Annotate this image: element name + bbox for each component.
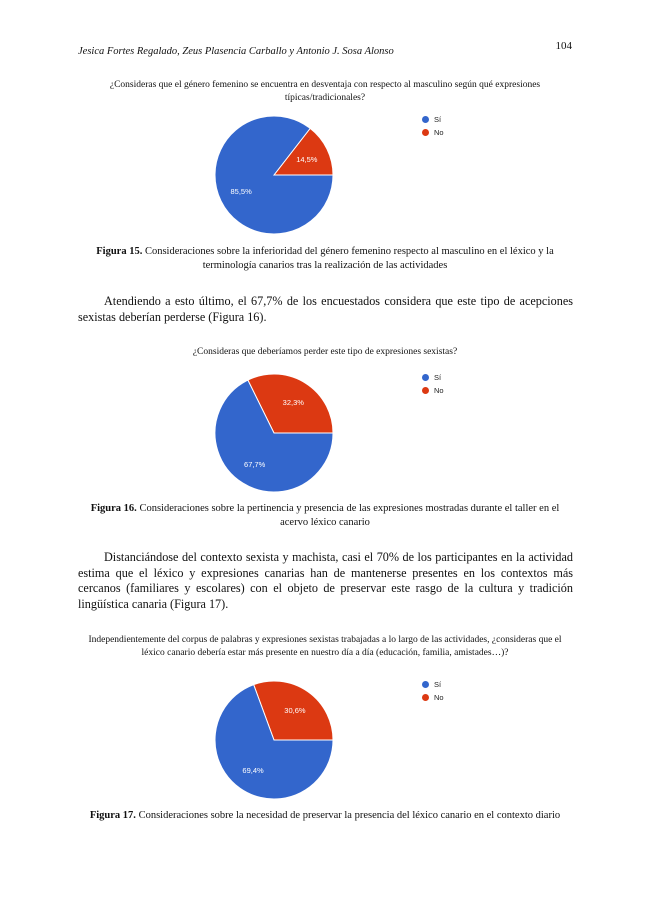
- legend-label: Sí: [434, 115, 442, 124]
- figure-15-caption-label: Figura 15.: [96, 246, 143, 257]
- figure-17-caption: [80, 809, 570, 823]
- pie-slice-label-si: 67,7%: [244, 460, 266, 470]
- figure-17-legend: [422, 678, 444, 704]
- pie-slice-label-no: 14,5%: [296, 154, 318, 164]
- legend-item-no: [422, 384, 444, 397]
- figure-15-legend: [422, 113, 444, 139]
- figure-17-pie-chart: [205, 677, 445, 803]
- legend-swatch: [422, 387, 429, 394]
- figure-17-question: Independientemente del corpus de palabras y expresiones sexistas trabajadas a lo largo de las actividades, ¿consideras que el léxico canario debería estar más presente en nuestro día a día (educación, familia, amistades…)?: [88, 635, 562, 658]
- figure-17-caption-text: Consideraciones sobre la necesidad de preservar la presencia del léxico canario en el contexto diario: [135, 810, 561, 821]
- legend-label: No: [434, 693, 444, 702]
- pie-slice-label-no: 30,6%: [284, 706, 306, 716]
- legend-label: No: [434, 386, 444, 395]
- legend-swatch: [422, 681, 429, 688]
- legend-label: Sí: [434, 373, 442, 382]
- legend-swatch: [422, 116, 429, 123]
- figure-17-caption-label: Figura 17.: [89, 810, 136, 821]
- legend-item-no: [422, 691, 444, 704]
- figure-16-pie-chart: [205, 370, 445, 496]
- figure-15-question: ¿Consideras que el género femenino se encuentra en desventaja con respecto al masculino según qué expresiones típicas/tradicionales?: [109, 80, 541, 103]
- figure-16-caption: [80, 502, 570, 529]
- pie-slice-label-no: 32,3%: [282, 397, 304, 407]
- figure-15-caption-text: Consideraciones sobre la inferioridad del género femenino respecto al masculino en el léxico y la terminología canarios tras la realización de las actividades: [142, 246, 554, 271]
- figure-16-caption-label: Figura 16.: [90, 503, 137, 514]
- legend-swatch: [422, 374, 429, 381]
- legend-label: No: [434, 128, 444, 137]
- legend-swatch: [422, 129, 429, 136]
- legend-item-si: [422, 678, 444, 691]
- legend-item-si: [422, 113, 444, 126]
- running-header-authors: Jesica Fortes Regalado, Zeus Plasencia Carballo y Antonio J. Sosa Alonso: [78, 46, 394, 57]
- legend-item-no: [422, 126, 444, 139]
- figure-16-caption-text: Consideraciones sobre la pertinencia y presencia de las expresiones mostradas durante el taller en el acervo léxico canario: [136, 503, 560, 528]
- page-number: 104: [555, 40, 572, 52]
- paragraph-2: Distanciándose del contexto sexista y machista, casi el 70% de los participantes en la actividad estima que el léxico y expresiones canarias han de mantenerse presentes en los contextos más cercanos (familiares y escolares) con el objeto de preservar este rasgo de la cultura y tradición lingüística canaria (Figura 17).: [78, 550, 573, 611]
- pie-slice-label-si: 85,5%: [230, 187, 252, 197]
- legend-label: Sí: [434, 680, 442, 689]
- figure-16-question: ¿Consideras que deberíamos perder este tipo de expresiones sexistas?: [192, 347, 458, 357]
- paragraph-1: Atendiendo a esto último, el 67,7% de los encuestados considera que este tipo de acepciones sexistas deberían perderse (Figura 16).: [78, 294, 573, 324]
- figure-16-legend: [422, 371, 444, 397]
- figure-15-caption: [80, 245, 570, 272]
- pie-slice-label-si: 69,4%: [242, 765, 264, 775]
- legend-item-si: [422, 371, 444, 384]
- figure-15-pie-chart: [205, 112, 445, 238]
- legend-swatch: [422, 694, 429, 701]
